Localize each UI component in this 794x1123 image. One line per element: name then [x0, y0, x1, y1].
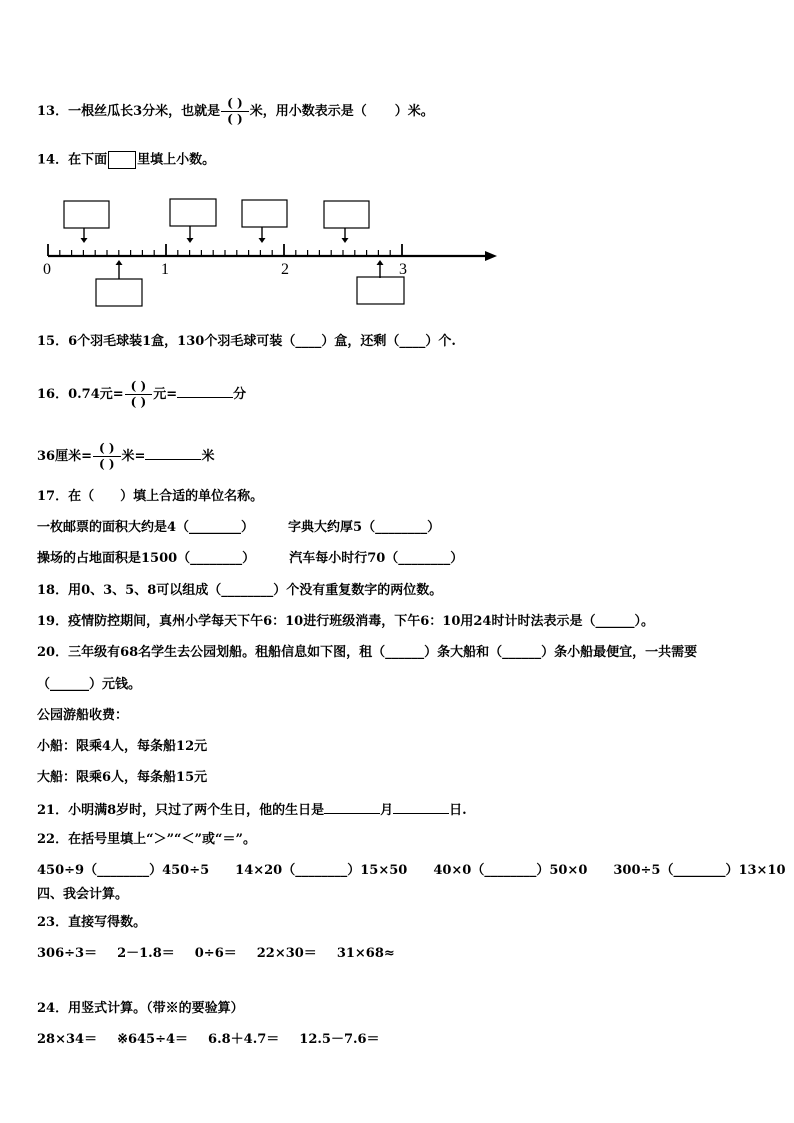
question-17 [37, 489, 263, 505]
down-arrow-icon [81, 228, 88, 243]
calc-item[interactable]: 31×68≈ [336, 946, 395, 961]
question-19 [37, 614, 654, 630]
compare-item[interactable]: 300÷5（________）13×10 [613, 863, 786, 878]
fee-title [37, 708, 128, 724]
question-text[interactable]: 三年级有68名学生去公园划船。租船信息如下图，租（______）条大船和（______）条小船最便宜，一共需要 [68, 645, 698, 660]
question-21 [37, 801, 467, 819]
question-number: 15． [37, 334, 69, 349]
question-text[interactable]: （______）元钱。 [37, 677, 142, 692]
question-text[interactable]: 字典大约厚5（________） [288, 520, 441, 535]
question-number: 24． [37, 1001, 69, 1016]
question-text: 里填上小数。 [137, 152, 216, 168]
question-18 [37, 583, 442, 599]
fee-big-text: 大船：限乘6人，每条船15元 [37, 770, 208, 785]
number-line-answer-box[interactable] [64, 201, 109, 228]
number-line-ticks [48, 244, 402, 256]
question-number: 23． [37, 915, 69, 930]
question-13 [37, 97, 434, 126]
calc-item[interactable]: 2－1.8＝ [117, 946, 175, 961]
down-arrow-icon [259, 227, 266, 243]
number-line-answer-box[interactable] [96, 279, 142, 306]
unit-label: 米 [201, 449, 215, 464]
question-24 [37, 1001, 244, 1017]
question-number: 13． [37, 104, 69, 119]
question-number: 17． [37, 489, 69, 504]
down-arrow-icon [187, 226, 194, 243]
question-text[interactable]: 操场的占地面积是1500（________） [37, 551, 256, 566]
question-text: 一根丝瓜长3分米，也就是 [68, 104, 221, 119]
question-text: 用竖式计算。（带※的要验算） [68, 1001, 244, 1016]
calc-item[interactable]: ※645÷4＝ [117, 1032, 189, 1047]
question-text: 小明满8岁时，只过了两个生日，他的生日是 [68, 803, 325, 818]
fee-big-boat [37, 770, 207, 786]
question-text: 元= [153, 387, 178, 402]
question-number: 19． [37, 614, 69, 629]
question-15 [37, 334, 456, 350]
up-arrow-icon [377, 260, 384, 278]
number-line-label: 3 [399, 261, 407, 278]
answer-blank-day[interactable] [393, 801, 449, 814]
fraction-numerator: ( ) [130, 379, 147, 393]
number-line-answer-box[interactable] [324, 201, 369, 228]
compare-item[interactable]: 450÷9（________）450÷5 [37, 863, 210, 878]
question-text: 36厘米= [37, 449, 92, 464]
question-20 [37, 645, 697, 661]
question-number: 21． [37, 803, 69, 818]
question-22 [37, 832, 256, 848]
number-line-answer-box[interactable] [170, 199, 216, 226]
question-text[interactable]: 6个羽毛球装1盒，130个羽毛球可装（____）盒，还剩（____）个. [68, 334, 456, 349]
calc-item[interactable]: 306÷3＝ [37, 946, 98, 961]
number-line-label: 2 [281, 261, 289, 278]
section-title: 四、我会计算。 [37, 887, 129, 902]
calc-item[interactable]: 12.5－7.6＝ [299, 1032, 380, 1047]
question-23 [37, 915, 146, 931]
fee-small-boat [37, 739, 207, 755]
fraction-denominator: ( ) [130, 395, 147, 409]
fraction-numerator: ( ) [227, 96, 243, 110]
calc-item[interactable]: 22×30＝ [256, 946, 317, 961]
question-14 [37, 151, 215, 169]
number-line-answer-box[interactable] [357, 277, 404, 304]
question-20-cont [37, 677, 141, 693]
question-17-row-1 [37, 520, 440, 536]
question-text: 月 [380, 803, 394, 818]
question-number: 16． [37, 387, 69, 402]
question-text[interactable]: 一枚邮票的面积大约是4（________） [37, 520, 255, 535]
fee-small-text: 小船：限乘4人，每条船12元 [37, 739, 208, 754]
number-line-figure [37, 192, 507, 310]
fraction-denominator: ( ) [227, 112, 243, 126]
answer-box-sample [108, 151, 136, 169]
calc-item[interactable]: 6.8＋4.7＝ [208, 1032, 280, 1047]
compare-item[interactable]: 14×20（________）15×50 [235, 863, 408, 878]
question-number: 14． [37, 152, 69, 168]
question-text: 直接写得数。 [68, 915, 147, 930]
calc-item[interactable]: 0÷6＝ [194, 946, 237, 961]
question-text: 0.74元= [68, 387, 124, 402]
fraction-blank[interactable] [93, 442, 121, 471]
fraction-denominator: ( ) [98, 457, 115, 471]
question-text: 米，用小数表示是（ [249, 104, 367, 119]
question-16-a [37, 380, 246, 409]
question-24-items [37, 1032, 380, 1048]
question-16-b [37, 442, 214, 471]
question-number: 18． [37, 583, 69, 598]
question-text: ）米。 [394, 104, 434, 119]
question-text: 在下面 [68, 152, 108, 168]
number-line-label: 1 [161, 261, 169, 278]
question-22-items [37, 863, 786, 879]
question-text[interactable]: 疫情防控期间，真州小学每天下午6：10进行班级消毒，下午6：10用24时计时法表示是（______）。 [68, 614, 654, 629]
fee-title-text: 公园游船收费： [37, 708, 129, 723]
unit-label: 分 [233, 387, 247, 402]
question-text[interactable]: 汽车每小时行70（________） [289, 551, 464, 566]
question-number: 22． [37, 832, 69, 847]
fraction-numerator: ( ) [98, 441, 115, 455]
question-number: 20． [37, 645, 69, 660]
fraction-blank[interactable] [221, 97, 249, 126]
answer-blank-month[interactable] [324, 801, 380, 814]
fraction-blank[interactable] [125, 380, 153, 409]
axis-arrowhead-icon [485, 251, 497, 261]
question-17-row-2 [37, 551, 463, 567]
question-text: 日. [449, 803, 467, 818]
number-line-answer-box[interactable] [242, 200, 287, 227]
question-23-items [37, 946, 395, 962]
answer-blank[interactable] [177, 385, 233, 398]
answer-blank[interactable] [145, 447, 201, 460]
down-arrow-icon [342, 228, 349, 243]
question-text: 在（ ）填上合适的单位名称。 [68, 489, 264, 504]
calc-item[interactable]: 28×34＝ [37, 1032, 98, 1047]
number-line-label: 0 [43, 261, 51, 278]
compare-item[interactable]: 40×0（________）50×0 [433, 863, 588, 878]
question-text: 在括号里填上“＞”“＜”或“＝”。 [68, 832, 256, 847]
question-text: 米= [121, 449, 146, 464]
up-arrow-icon [116, 260, 123, 279]
question-text[interactable]: 用0、3、5、8可以组成（________）个没有重复数字的两位数。 [68, 583, 443, 598]
section-heading [37, 887, 128, 903]
